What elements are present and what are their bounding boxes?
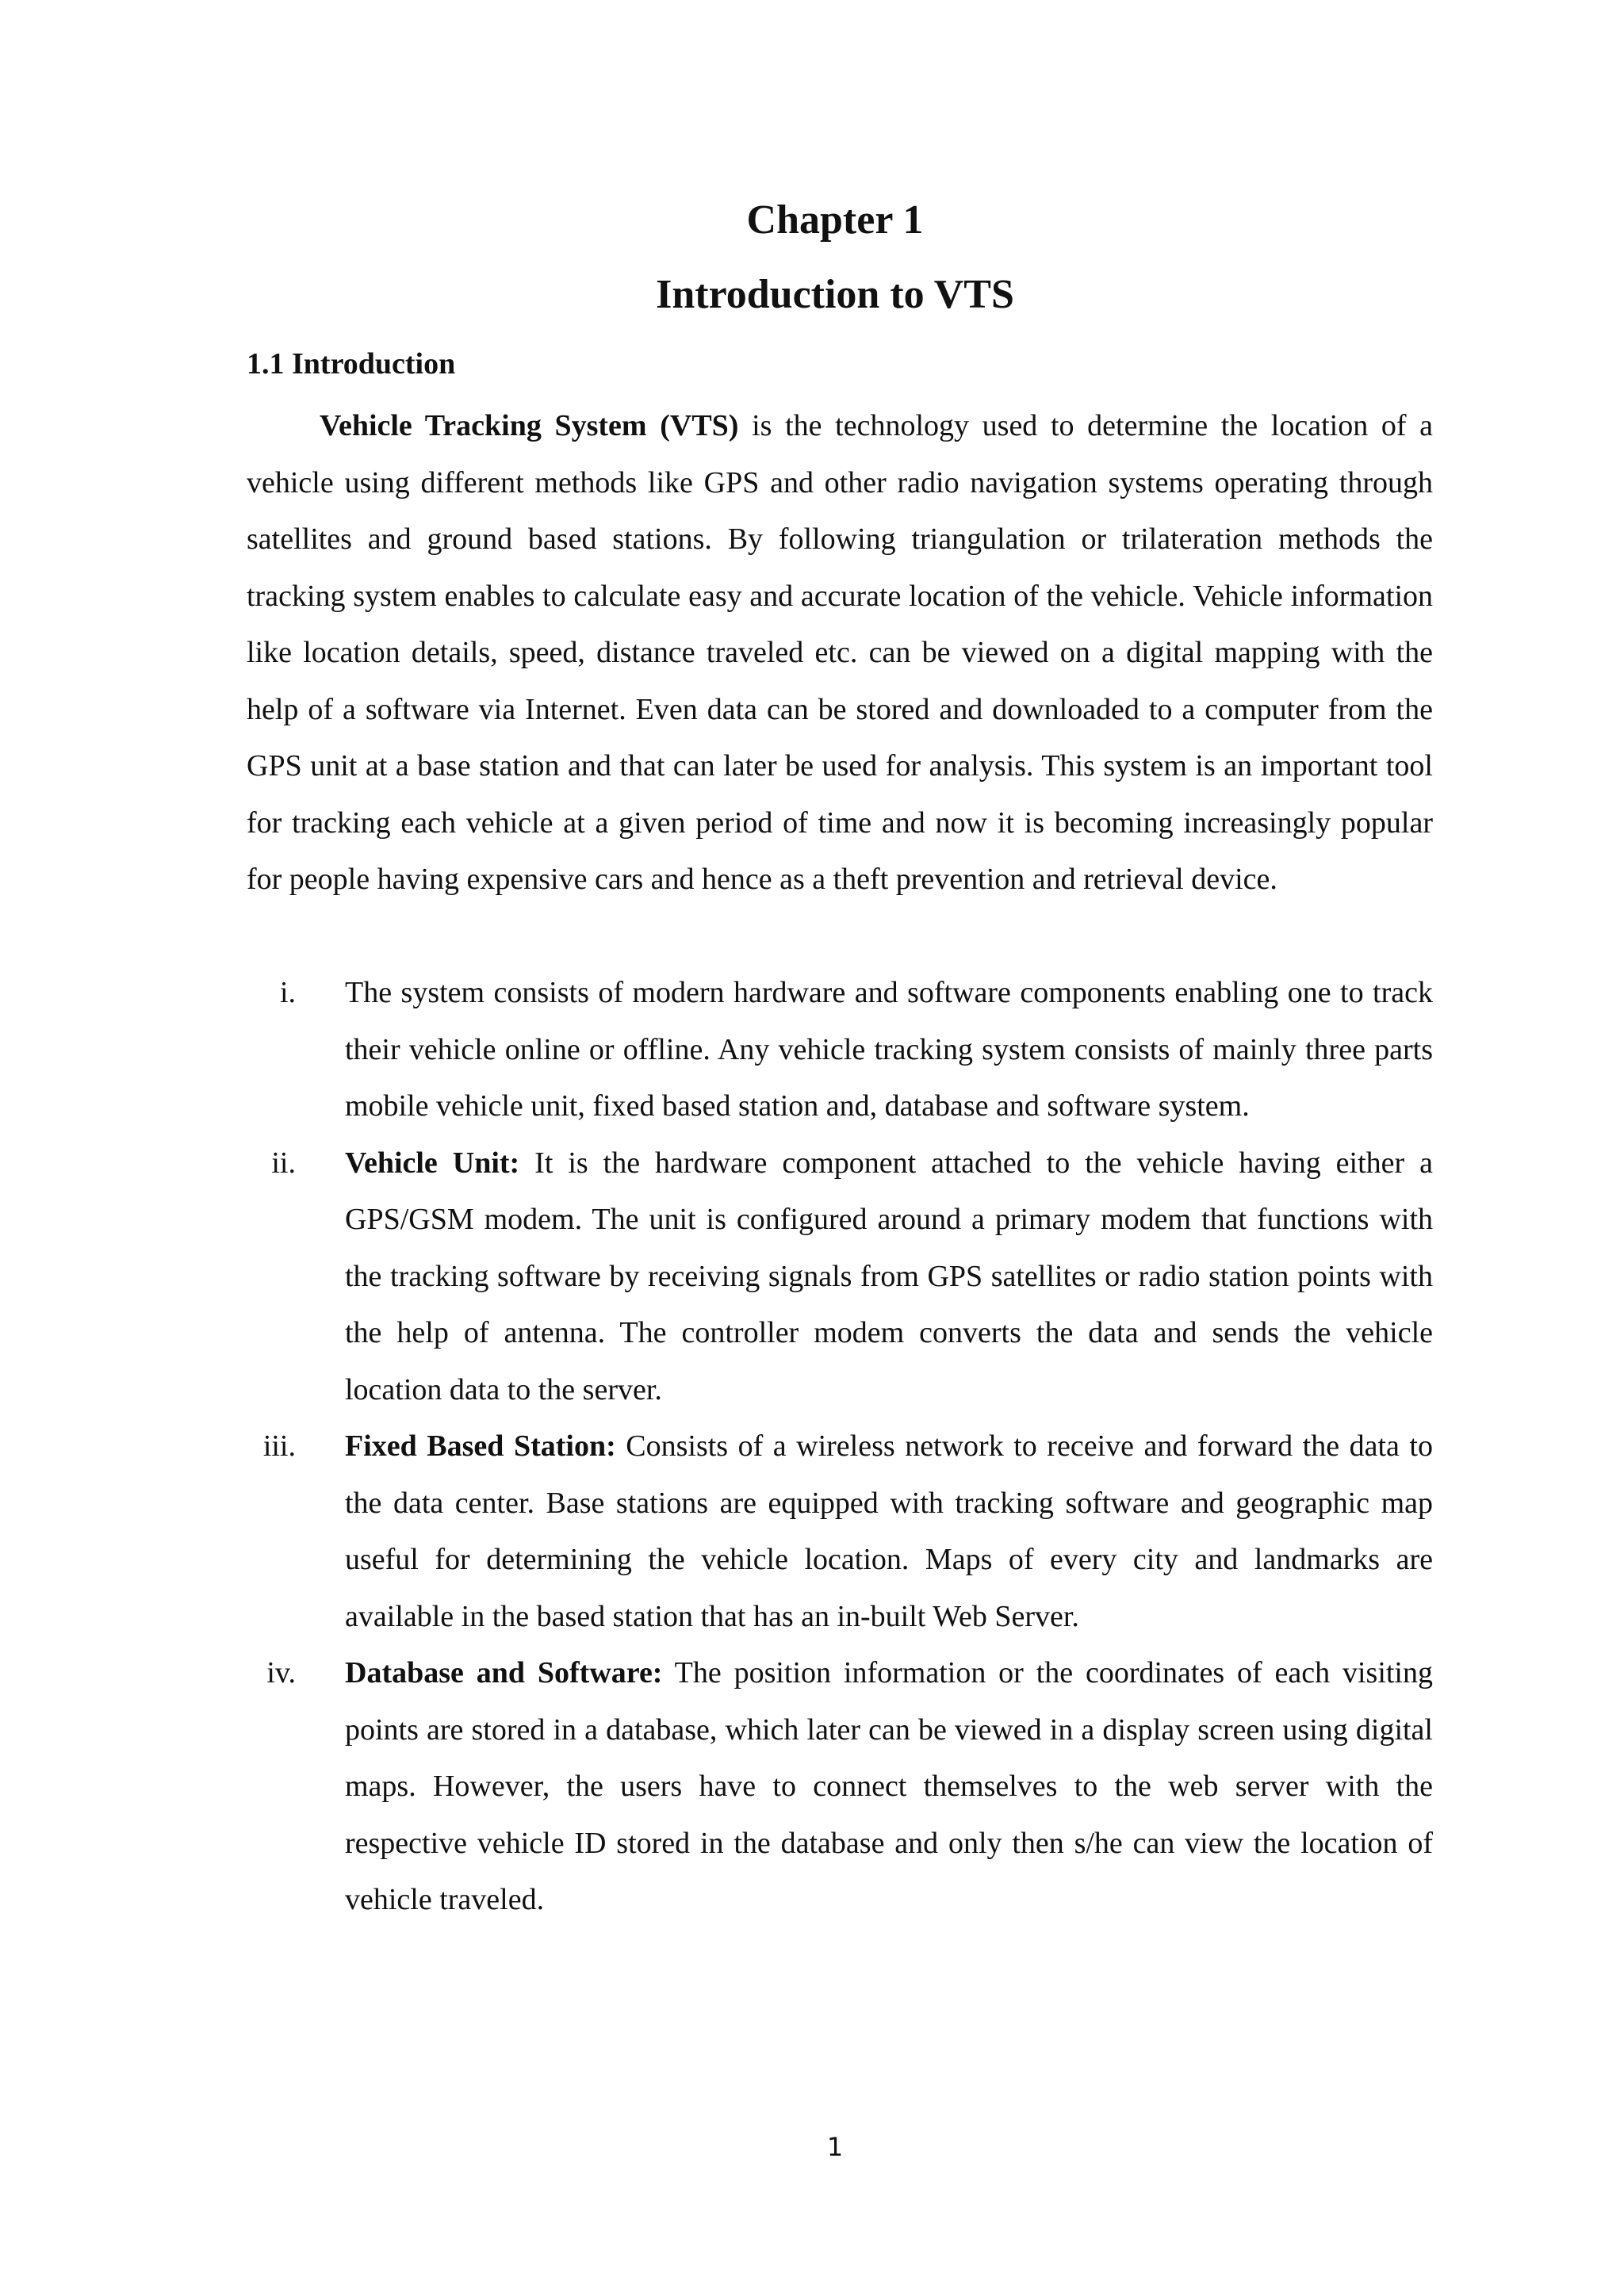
list-marker: iv.: [266, 1656, 296, 1689]
list-marker: i.: [279, 976, 296, 1009]
chapter-number: Chapter 1: [746, 197, 924, 243]
list-item: [247, 1135, 1433, 1419]
list-marker: ii.: [271, 1146, 296, 1180]
section-heading: 1.1 Introduction: [247, 347, 456, 381]
list-item-term: Database and Software:: [345, 1656, 663, 1689]
intro-term: Vehicle Tracking System (VTS): [320, 409, 739, 442]
page-number: 1: [826, 2132, 844, 2162]
list-marker: iii.: [262, 1429, 296, 1463]
list-item-text: The position information or the coordinates of each visiting points are stored in a database, which later can be viewed in a display screen using digital maps. However, the users have to connect themselves to the web server with the respective vehicle ID stored in the database and only then s/he can view the location of vehicle traveled.: [345, 1656, 1433, 1916]
list-item-text: The system consists of modern hardware and software components enabling one to track their vehicle online or offline. Any vehicle tracking system consists of mainly three parts mobile vehicle unit, fixed based station and, database and software system.: [345, 976, 1433, 1123]
list-item: [247, 1645, 1433, 1929]
list-item: [247, 965, 1433, 1135]
chapter-title: Introduction to VTS: [656, 272, 1014, 317]
component-list: [247, 965, 1433, 1929]
list-item-text: It is the hardware component attached to the vehicle having either a GPS/GSM modem. The unit is configured around a primary modem that functions with the tracking software by receiving signals from GPS satellites or radio station points with the help of antenna. The controller modem converts the data and sends the vehicle location data to the server.: [345, 1146, 1434, 1406]
list-item-term: Fixed Based Station:: [345, 1429, 616, 1463]
intro-text: is the technology used to determine the location of a vehicle using different methods like GPS and other radio navigation systems operating through satellites and ground based stations. By following triangulation or trilateration methods the tracking system enables to calculate easy and accurate location of the vehicle. Vehicle information like location details, speed, distance traveled etc. can be viewed on a digital mapping with the help of a software via Internet. Even data can be stored and downloaded to a computer from the GPS unit at a base station and that can later be used for analysis. This system is an important tool for tracking each vehicle at a given period of time and now it is becoming increasingly popular for people having expensive cars and hence as a theft prevention and retrieval device.: [247, 409, 1434, 896]
list-item-term: Vehicle Unit:: [345, 1146, 520, 1180]
intro-paragraph: [247, 398, 1433, 909]
list-item: [247, 1418, 1433, 1645]
list-item-text: Consists of a wireless network to receive and forward the data to the data center. Base stations are equipped with tracking software and geographic map useful for determining the vehicle location. Maps of every city and landmarks are available in the based station that has an in-built Web Server.: [345, 1429, 1433, 1633]
